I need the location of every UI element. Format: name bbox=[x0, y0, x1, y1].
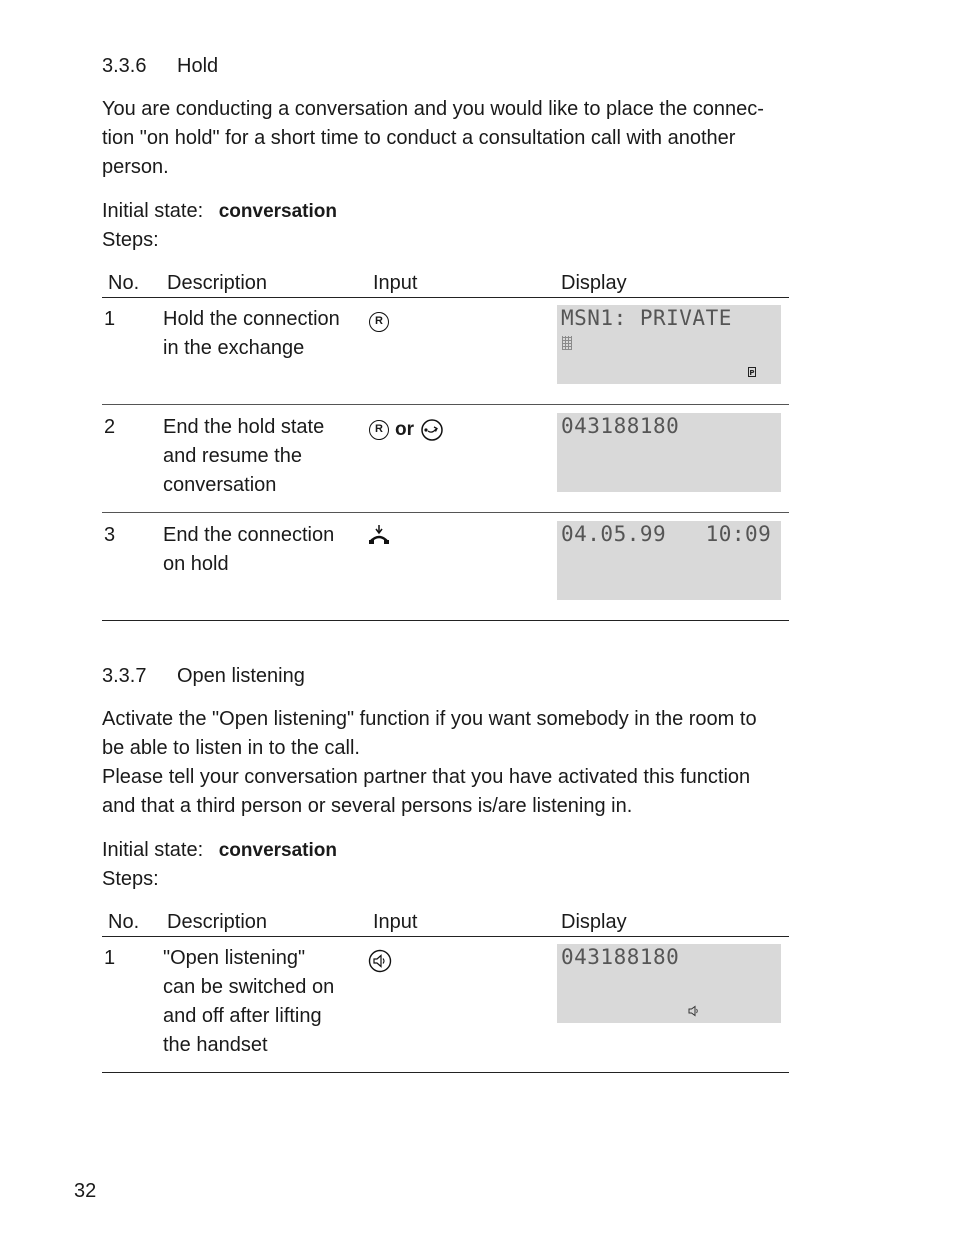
intro-line: be able to listen in to the call. bbox=[102, 737, 360, 759]
initial-state-value: conversation bbox=[218, 201, 337, 222]
intro-paragraph bbox=[102, 95, 792, 182]
lcd-display bbox=[557, 413, 781, 492]
table-bottom-rule bbox=[102, 620, 789, 621]
col-header-input: Input bbox=[373, 272, 418, 294]
svg-text:P: P bbox=[749, 369, 755, 377]
section-number: 3.3.7 bbox=[102, 665, 147, 687]
steps-label: Steps: bbox=[102, 868, 159, 890]
steps-label: Steps: bbox=[102, 229, 159, 251]
lcd-line: 043188180 bbox=[561, 945, 680, 969]
col-header-no: No. bbox=[108, 272, 140, 294]
initial-state bbox=[102, 197, 337, 226]
intro-paragraph bbox=[102, 705, 792, 821]
intro-line: person. bbox=[102, 156, 169, 178]
section-heading-open-listening bbox=[102, 663, 305, 689]
or-text: or bbox=[395, 419, 414, 440]
lcd-display bbox=[557, 305, 781, 384]
row-number: 2 bbox=[104, 416, 116, 438]
col-header-input: Input bbox=[373, 911, 418, 933]
row-number: 3 bbox=[104, 524, 116, 546]
col-header-display: Display bbox=[561, 272, 627, 294]
page-number: 32 bbox=[74, 1180, 97, 1202]
initial-state-label: Initial state: bbox=[102, 839, 204, 861]
initial-state-value: conversation bbox=[218, 840, 337, 861]
lcd-display bbox=[557, 521, 781, 600]
col-header-no: No. bbox=[108, 911, 140, 933]
transfer-key-icon bbox=[420, 419, 444, 441]
lcd-display bbox=[557, 944, 781, 1023]
r-key-icon: R bbox=[369, 420, 389, 440]
lcd-line: 04.05.99 10:09 bbox=[561, 522, 772, 546]
row-description: "Open listening" can be switched on and off after lifting the handset bbox=[163, 947, 335, 1056]
section-title: Open listening bbox=[177, 665, 305, 687]
loudspeaker-indicator-icon bbox=[688, 1005, 700, 1017]
col-header-description: Description bbox=[167, 272, 268, 294]
intro-line: Please tell your conversation partner that you have activated this function bbox=[102, 766, 751, 788]
row-divider bbox=[102, 404, 789, 405]
row-number: 1 bbox=[104, 947, 116, 969]
row-description: End the hold state and resume the conversation bbox=[163, 416, 325, 496]
intro-line: Activate the "Open listening" function if you want somebody in the room to bbox=[102, 708, 757, 730]
row-description: Hold the connection in the exchange bbox=[163, 308, 340, 359]
lcd-line: 043188180 bbox=[561, 414, 680, 438]
table-header-rule bbox=[102, 936, 789, 937]
hold-indicator-icon bbox=[748, 367, 756, 377]
intro-line: and that a third person or several persons is/are listening in. bbox=[102, 795, 633, 817]
section-title: Hold bbox=[177, 55, 219, 77]
initial-state bbox=[102, 836, 337, 865]
r-key-icon: R bbox=[369, 312, 389, 332]
section-number: 3.3.6 bbox=[102, 55, 147, 77]
loudspeaker-key-icon bbox=[368, 949, 392, 973]
row-number: 1 bbox=[104, 308, 116, 330]
col-header-display: Display bbox=[561, 911, 627, 933]
initial-state-label: Initial state: bbox=[102, 200, 204, 222]
col-header-description: Description bbox=[167, 911, 268, 933]
table-header-rule bbox=[102, 297, 789, 298]
intro-line: tion "on hold" for a short time to conduct a consultation call with another bbox=[102, 127, 736, 149]
row-description: End the connection on hold bbox=[163, 524, 335, 575]
table-bottom-rule bbox=[102, 1072, 789, 1073]
cursor-block-icon bbox=[562, 336, 572, 350]
lcd-line: MSN1: PRIVATE bbox=[561, 306, 732, 330]
input-keys bbox=[369, 311, 389, 332]
row-divider bbox=[102, 512, 789, 513]
input-keys bbox=[369, 419, 444, 441]
intro-line: You are conducting a conversation and you would like to place the connec- bbox=[102, 98, 764, 120]
hang-up-icon bbox=[367, 524, 391, 546]
section-heading-hold bbox=[102, 53, 218, 79]
